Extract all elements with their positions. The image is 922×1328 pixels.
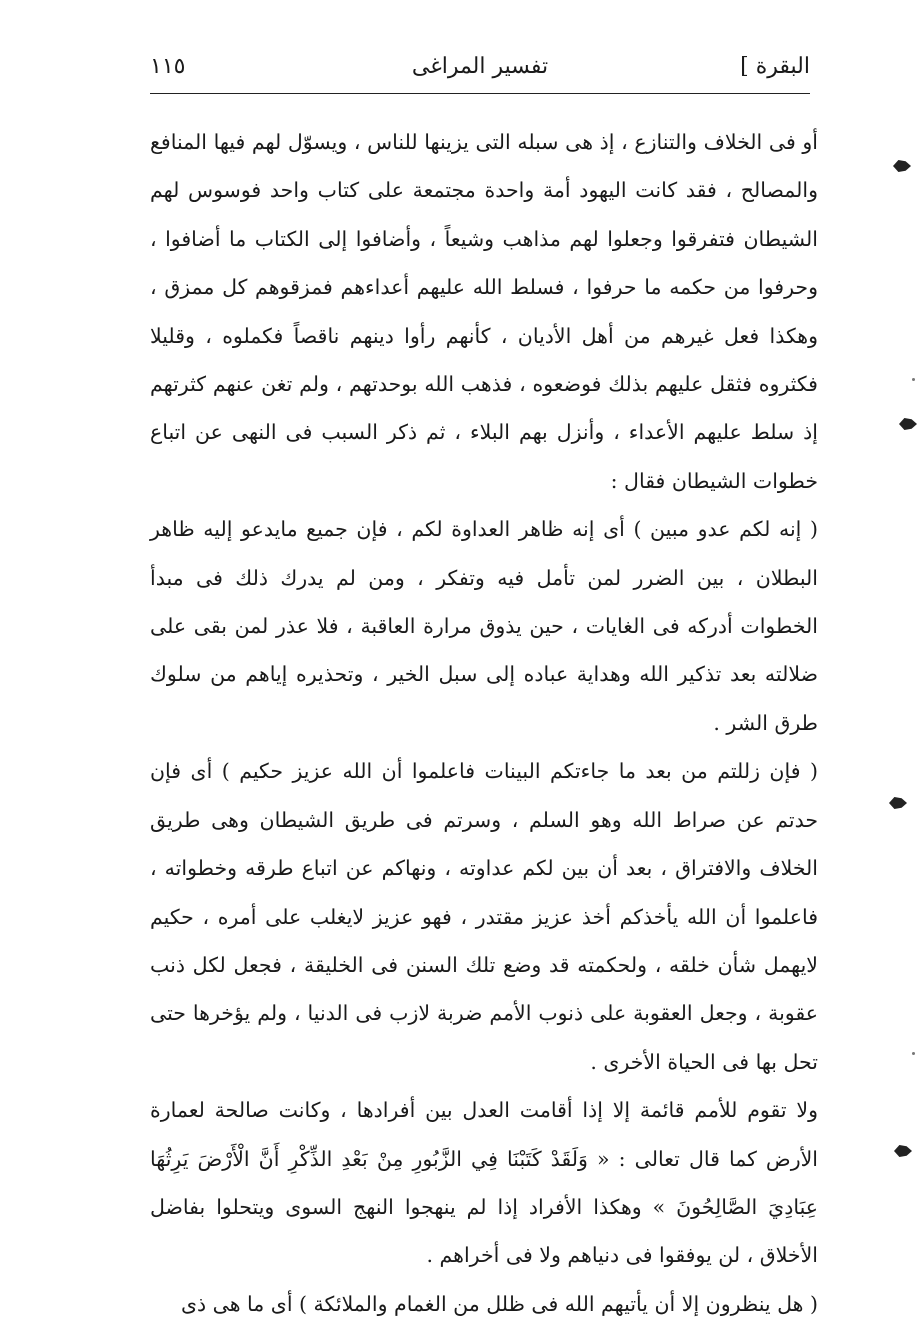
margin-speck: [912, 378, 915, 381]
margin-mark: [899, 418, 917, 430]
body-text: [150, 118, 818, 1328]
paragraph-1: أو فى الخلاف والتنازع ، إذ هى سبله التى يزينها للناس ، ويسوّل لهم فيها المنافع والمصالح ، فقد كانت اليهود أمة واحدة مجتمعة على كتاب واحد فوسوس لهم الشيطان فتفرقوا وجعلوا لهم مذاهب وشيعاً ، وأضافوا إلى الكتاب ما أضافوا ، وحرفوا من حكمه ما حرفوا ، فسلط الله عليهم أعداءهم فمزقوهم كل ممزق ، وهكذا فعل غيرهم من أهل الأديان ، كأنهم رأوا دينهم ناقصاً فكملوه ، وقليلا فكثروه فثقل عليهم بذلك فوضعوه ، فذهب الله بوحدتهم ، ولم تغن عنهم كثرتهم إذ سلط عليهم الأعداء ، وأنزل بهم البلاء ، ثم ذكر السبب فى النهى عن اتباع خطوات الشيطان فقال :: [150, 130, 818, 493]
page-number: ١١٥: [150, 54, 186, 79]
margin-mark: [893, 160, 911, 172]
paragraph-4: ولا تقوم للأمم قائمة إلا إذا أقامت العدل بين أفرادها ، وكانت صالحة لعمارة الأرض كما قال تعالى : « وَلَقَدْ كَتَبْنَا فِي الزَّبُورِ مِنْ بَعْدِ الذِّكْرِ أَنَّ الْأَرْضَ يَرِثُهَا عِبَادِيَ الصَّالِحُونَ » وهكذا الأفراد إذا لم ينهجوا النهج السوى ويتحلوا بفاضل الأخلاق ، لن يوفقوا فى دنياهم ولا فى أخراهم .: [150, 1098, 818, 1268]
margin-speck: [912, 1052, 915, 1055]
paragraph-5: ( هل ينظرون إلا أن يأتيهم الله فى ظلل من الغمام والملائكة ) أى ما هى ذى: [180, 1291, 818, 1316]
page-header: [150, 48, 810, 90]
paragraph-2: ( إنه لكم عدو مبين ) أى إنه ظاهر العداوة لكم ، فإن جميع مايدعو إليه ظاهر البطلان ، بين الضرر لمن تأمل فيه وتفكر ، ومن لم يدرك ذلك فى مبدأ الخطوات أدركه فى الغايات ، حين يذوق مرارة العاقبة ، فلا عذر لمن بقى على ضلالته بعد تذكير الله وهداية عباده إلى سبل الخير ، وتحذيره إياهم من سلوك طرق الشر .: [150, 517, 818, 735]
surah-name: البقرة ]: [740, 54, 810, 79]
margin-mark: [894, 1145, 912, 1157]
margin-mark: [889, 797, 907, 809]
header-rule: [150, 93, 810, 94]
book-title: تفسير المراغى: [411, 54, 549, 79]
paragraph-3: ( فإن زللتم من بعد ما جاءتكم البينات فاعلموا أن الله عزيز حكيم ) أى فإن حدتم عن صراط الله وهو السلم ، وسرتم فى طريق الشيطان وهى طريق الخلاف والافتراق ، بعد أن بين لكم عداوته ، ونهاكم عن اتباع طرقه وخطواته ، فاعلموا أن الله يأخذكم أخذ عزيز مقتدر ، فهو عزيز لايغلب على أمره ، حكيم لايهمل شأن خلقه ، ولحكمته قد وضع تلك السنن فى الخليقة ، فجعل لكل ذنب عقوبة ، وجعل العقوبة على ذنوب الأمم ضربة لازب فى الدنيا ، ولم يؤخرها حتى تحل بها فى الحياة الأخرى .: [150, 759, 818, 1074]
